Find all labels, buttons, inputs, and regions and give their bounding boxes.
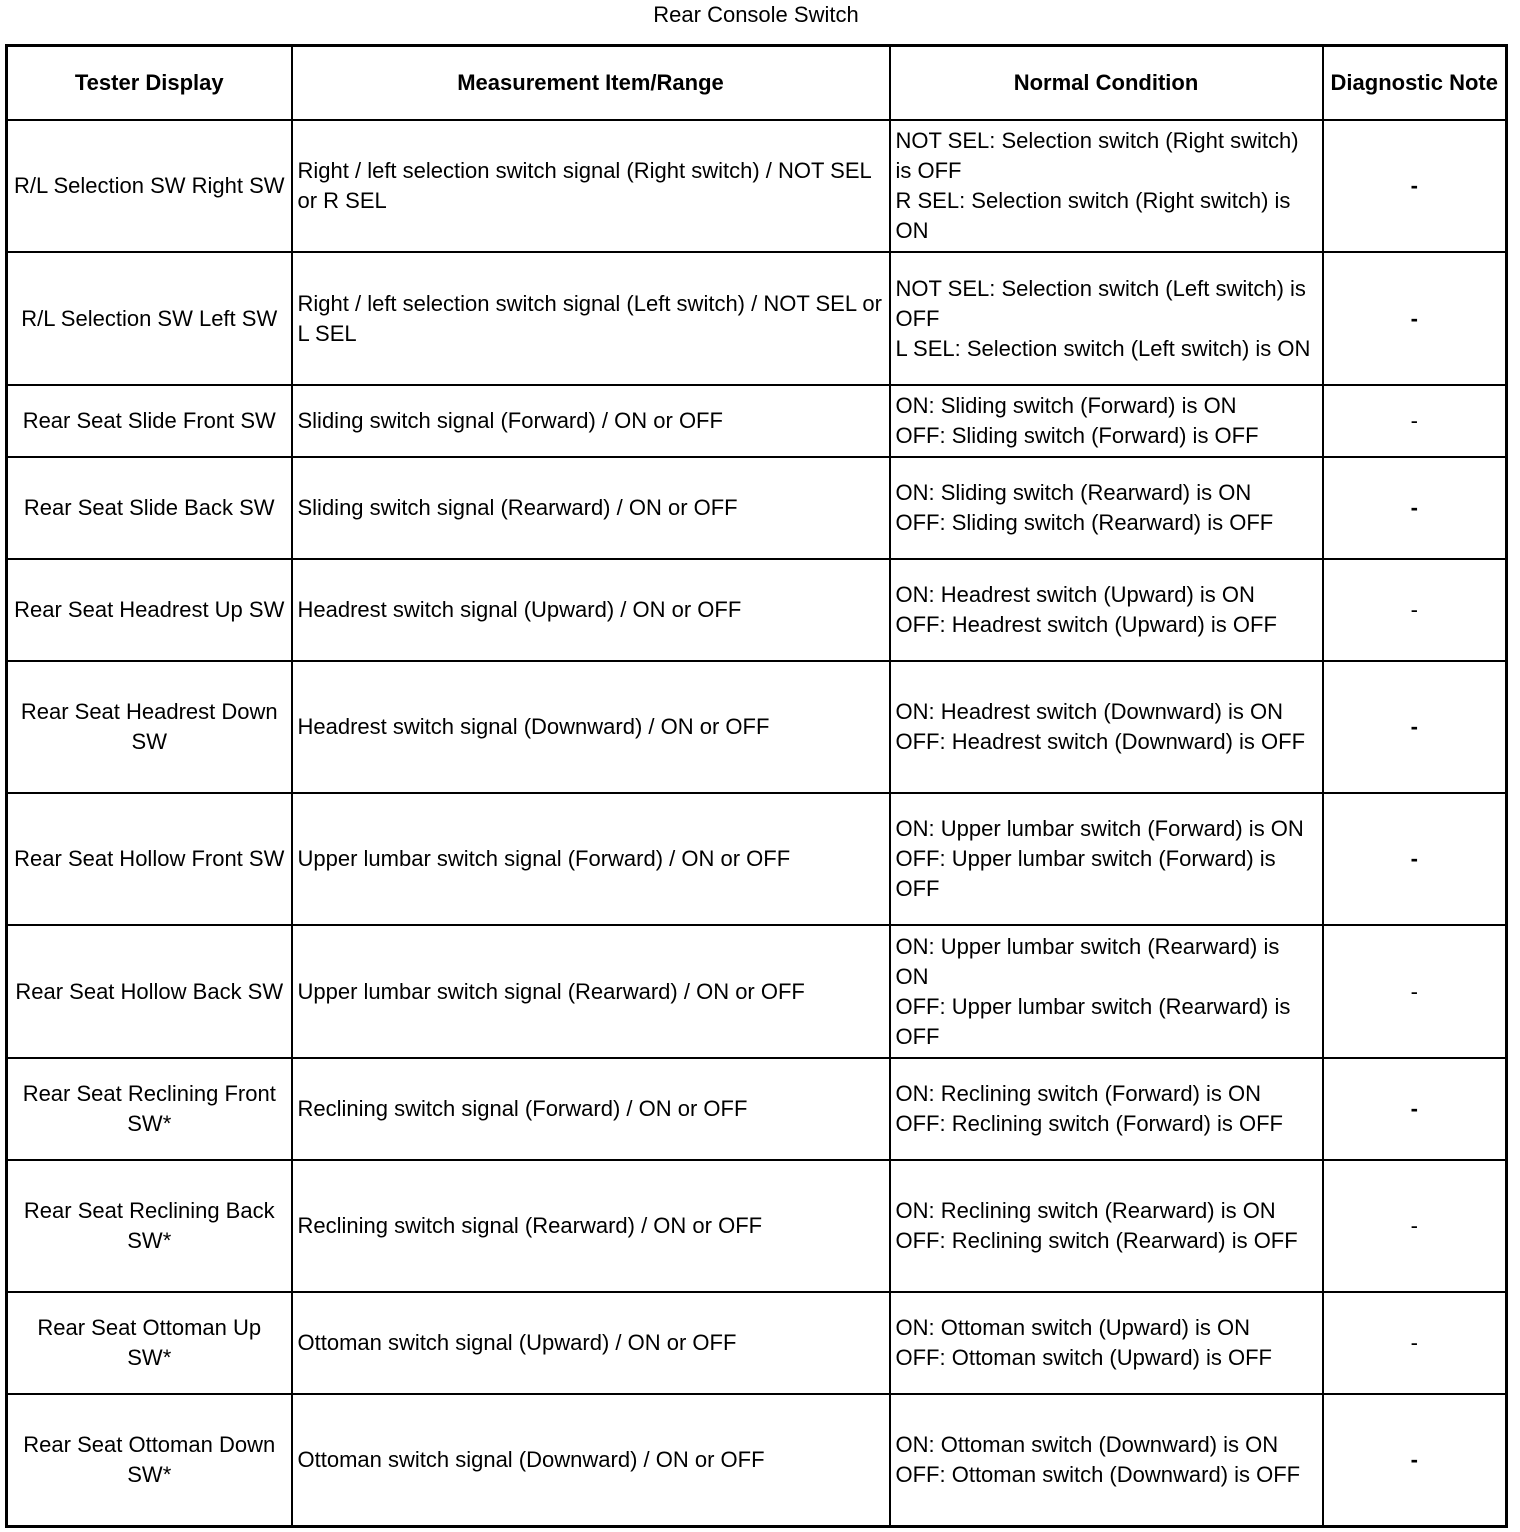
condition-line: ON: Upper lumbar switch (Forward) is ON: [895, 816, 1304, 841]
diagnostic-note-cell: -: [1323, 252, 1507, 385]
condition-cell: [890, 252, 1323, 385]
measurement-cell: Upper lumbar switch signal (Rearward) / ON or OFF: [292, 925, 890, 1058]
tester-display-cell: Rear Seat Reclining Back SW*: [7, 1160, 292, 1292]
table-row: [7, 120, 1507, 252]
condition-cell: [890, 1058, 1323, 1160]
data-table: [5, 44, 1508, 1528]
tester-display-cell: Rear Seat Ottoman Down SW*: [7, 1394, 292, 1526]
condition-line: ON: Headrest switch (Downward) is ON: [895, 699, 1284, 724]
condition-line: NOT SEL: Selection switch (Left switch) is OFF: [895, 275, 1306, 331]
condition-cell: [890, 925, 1323, 1058]
table-row: [7, 252, 1507, 385]
condition-line: OFF: Upper lumbar switch (Forward) is OFF: [895, 846, 1276, 901]
condition-line: OFF: Ottoman switch (Downward) is OFF: [895, 1461, 1301, 1487]
header-diagnostic-note: Diagnostic Note: [1323, 46, 1507, 121]
measurement-cell: Reclining switch signal (Forward) / ON or OFF: [292, 1058, 890, 1160]
page-title: Rear Console Switch: [653, 2, 859, 27]
table-row: [7, 661, 1507, 793]
condition-line: OFF: Sliding switch (Forward) is OFF: [895, 423, 1259, 448]
header-row: [7, 46, 1507, 121]
condition-cell: [890, 1292, 1323, 1394]
diagnostic-note-cell: -: [1323, 1058, 1507, 1160]
condition-line: ON: Ottoman switch (Downward) is ON: [895, 1431, 1279, 1457]
condition-line: OFF: Headrest switch (Downward) is OFF: [895, 729, 1306, 754]
diagnostic-note-cell: -: [1323, 661, 1507, 793]
condition-cell: [890, 559, 1323, 661]
condition-line: OFF: Upper lumbar switch (Rearward) is OFF: [895, 993, 1291, 1049]
tester-display-cell: R/L Selection SW Right SW: [7, 120, 292, 252]
diagnostic-note-cell: -: [1323, 1394, 1507, 1526]
diagnostic-note-cell: -: [1323, 925, 1507, 1058]
tester-display-cell: Rear Seat Reclining Front SW*: [7, 1058, 292, 1160]
table-row: [7, 385, 1507, 457]
condition-cell: [890, 457, 1323, 559]
condition-line: L SEL: Selection switch (Left switch) is ON: [895, 335, 1311, 361]
diagnostic-note-cell: -: [1323, 1160, 1507, 1292]
measurement-cell: Reclining switch signal (Rearward) / ON or OFF: [292, 1160, 890, 1292]
condition-cell: [890, 1394, 1323, 1526]
condition-line: OFF: Headrest switch (Upward) is OFF: [895, 612, 1277, 637]
diagnostic-note-cell: -: [1323, 559, 1507, 661]
tester-display-cell: Rear Seat Hollow Front SW: [7, 793, 292, 925]
condition-line: R SEL: Selection switch (Right switch) is ON: [895, 188, 1291, 243]
condition-cell: [890, 793, 1323, 925]
tester-display-cell: Rear Seat Headrest Down SW: [7, 661, 292, 793]
table-row: [7, 793, 1507, 925]
table-row: [7, 457, 1507, 559]
condition-cell: [890, 385, 1323, 457]
table-row: [7, 1394, 1507, 1526]
measurement-cell: Headrest switch signal (Downward) / ON or OFF: [292, 661, 890, 793]
condition-line: ON: Reclining switch (Forward) is ON: [895, 1081, 1262, 1106]
measurement-cell: Ottoman switch signal (Upward) / ON or OFF: [292, 1292, 890, 1394]
tester-display-cell: Rear Seat Slide Back SW: [7, 457, 292, 559]
table-row: [7, 559, 1507, 661]
diagnostic-note-cell: -: [1323, 793, 1507, 925]
condition-line: ON: Reclining switch (Rearward) is ON: [895, 1198, 1276, 1223]
condition-line: NOT SEL: Selection switch (Right switch) is OFF: [895, 128, 1299, 183]
condition-line: ON: Sliding switch (Forward) is ON: [895, 393, 1237, 418]
diagnostic-note-cell: -: [1323, 457, 1507, 559]
measurement-cell: Sliding switch signal (Rearward) / ON or OFF: [292, 457, 890, 559]
measurement-cell: Sliding switch signal (Forward) / ON or OFF: [292, 385, 890, 457]
tester-display-cell: Rear Seat Slide Front SW: [7, 385, 292, 457]
condition-line: OFF: Reclining switch (Forward) is OFF: [895, 1111, 1283, 1136]
table-row: [7, 925, 1507, 1058]
measurement-cell: Upper lumbar switch signal (Forward) / ON or OFF: [292, 793, 890, 925]
tester-display-cell: Rear Seat Headrest Up SW: [7, 559, 292, 661]
measurement-cell: Ottoman switch signal (Downward) / ON or OFF: [292, 1394, 890, 1526]
tester-display-cell: R/L Selection SW Left SW: [7, 252, 292, 385]
condition-line: ON: Upper lumbar switch (Rearward) is ON: [895, 933, 1280, 989]
condition-cell: [890, 120, 1323, 252]
condition-line: ON: Sliding switch (Rearward) is ON: [895, 480, 1252, 505]
diagnostic-note-cell: -: [1323, 385, 1507, 457]
table-row: [7, 1160, 1507, 1292]
condition-cell: [890, 1160, 1323, 1292]
tester-display-cell: Rear Seat Hollow Back SW: [7, 925, 292, 1058]
condition-line: ON: Ottoman switch (Upward) is ON: [895, 1315, 1251, 1340]
condition-line: OFF: Reclining switch (Rearward) is OFF: [895, 1228, 1298, 1253]
condition-line: OFF: Sliding switch (Rearward) is OFF: [895, 510, 1274, 535]
condition-cell: [890, 661, 1323, 793]
measurement-cell: Right / left selection switch signal (Left switch) / NOT SEL or L SEL: [292, 252, 890, 385]
table-row: [7, 1058, 1507, 1160]
measurement-cell: Headrest switch signal (Upward) / ON or OFF: [292, 559, 890, 661]
header-normal-condition: Normal Condition: [890, 46, 1323, 121]
condition-line: OFF: Ottoman switch (Upward) is OFF: [895, 1345, 1272, 1370]
tester-display-cell: Rear Seat Ottoman Up SW*: [7, 1292, 292, 1394]
diagnostic-note-cell: -: [1323, 1292, 1507, 1394]
header-tester-display: Tester Display: [7, 46, 292, 121]
header-measurement-item: Measurement Item/Range: [292, 46, 890, 121]
diagnostic-note-cell: -: [1323, 120, 1507, 252]
condition-line: ON: Headrest switch (Upward) is ON: [895, 582, 1255, 607]
measurement-cell: Right / left selection switch signal (Right switch) / NOT SEL or R SEL: [292, 120, 890, 252]
table-row: [7, 1292, 1507, 1394]
